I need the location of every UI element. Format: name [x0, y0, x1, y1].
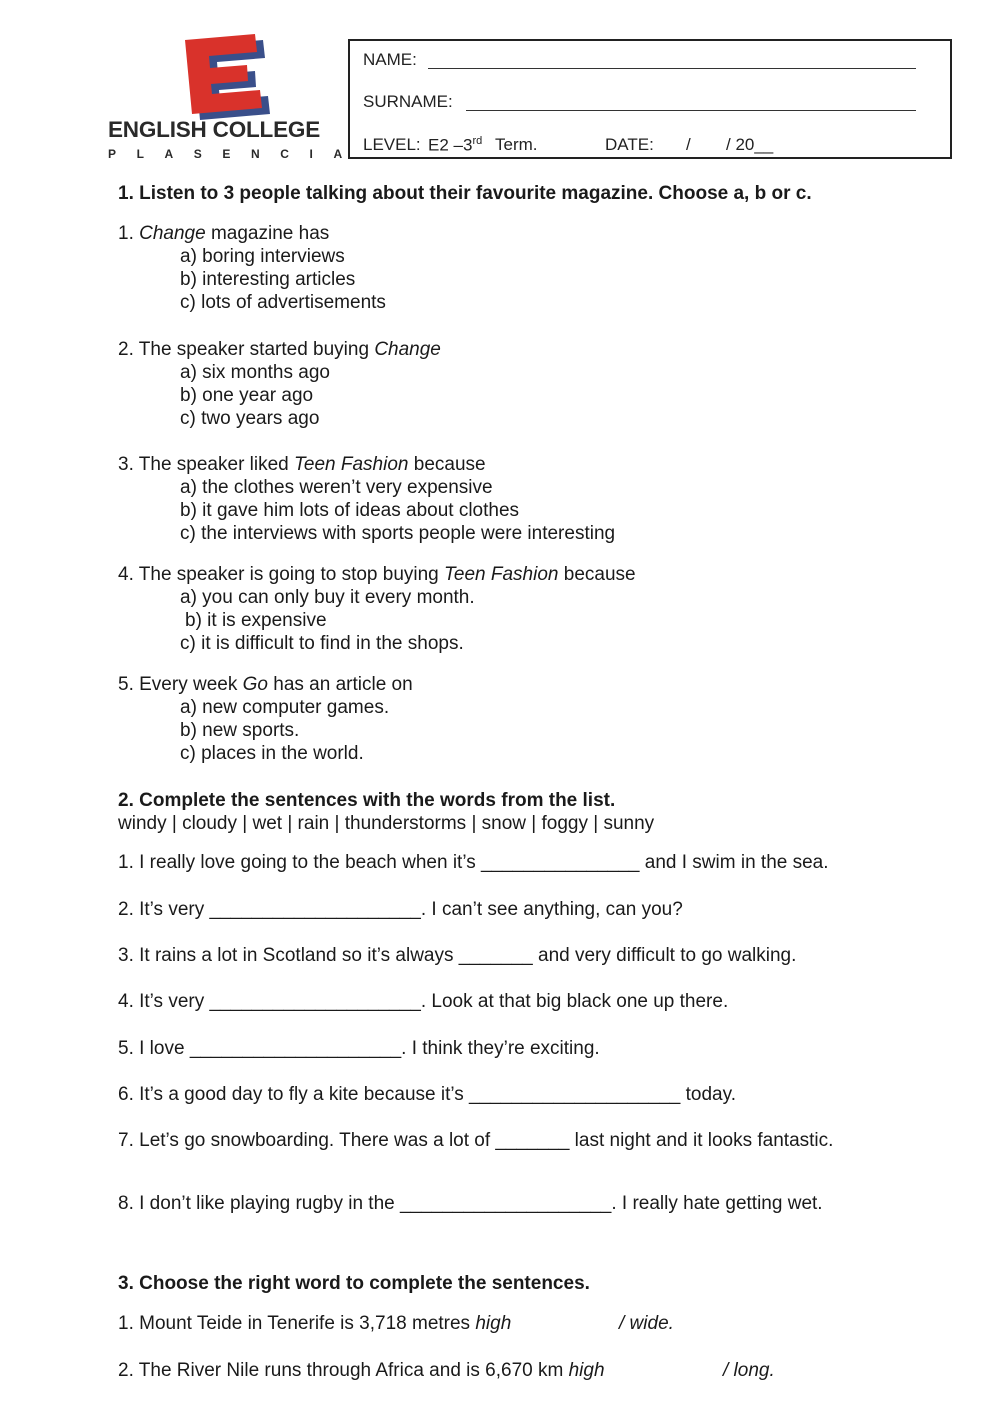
- q4-option-a[interactable]: a) you can only buy it every month.: [180, 587, 475, 608]
- s3-choice-1a[interactable]: high: [475, 1313, 512, 1334]
- q3-option-a[interactable]: a) the clothes weren’t very expensive: [180, 477, 493, 498]
- q2-option-c[interactable]: c) two years ago: [180, 408, 320, 429]
- q1-option-c[interactable]: c) lots of advertisements: [180, 292, 386, 313]
- q5-option-c[interactable]: c) places in the world.: [180, 743, 364, 764]
- student-info-box: [348, 39, 952, 159]
- question-5: 5. Every week Go has an article on: [118, 674, 413, 695]
- level-value: E2 –3rd: [428, 135, 483, 155]
- s2-sentence-3[interactable]: 3. It rains a lot in Scotland so it’s always _______ and very difficult to go walking.: [118, 945, 797, 966]
- s2-sentence-2[interactable]: 2. It’s very ____________________. I can’t see anything, can you?: [118, 899, 683, 920]
- q5-option-b[interactable]: b) new sports.: [180, 720, 300, 741]
- section2-title: 2. Complete the sentences with the words from the list.: [118, 790, 616, 811]
- s3-sentence-1: 1. Mount Teide in Tenerife is 3,718 metres high: [118, 1313, 512, 1334]
- term-label: Term.: [495, 135, 538, 154]
- level-label: LEVEL:: [363, 135, 421, 154]
- s3-choice-2a[interactable]: high: [568, 1360, 605, 1381]
- section3-title: 3. Choose the right word to complete the sentences.: [118, 1273, 590, 1294]
- s2-sentence-4[interactable]: 4. It’s very ____________________. Look at that big black one up there.: [118, 991, 729, 1012]
- name-field[interactable]: [428, 68, 916, 69]
- question-4: 4. The speaker is going to stop buying Teen Fashion because: [118, 564, 636, 585]
- s3-choice-1b[interactable]: / wide.: [619, 1313, 674, 1334]
- logo-title: ENGLISH COLLEGE: [108, 117, 321, 142]
- q2-option-b[interactable]: b) one year ago: [180, 385, 314, 406]
- q3-option-c[interactable]: c) the interviews with sports people were interesting: [180, 523, 616, 544]
- date-year[interactable]: / 20__: [726, 135, 774, 154]
- s3-choice-2b[interactable]: / long.: [723, 1360, 775, 1381]
- question-3: 3. The speaker liked Teen Fashion because: [118, 454, 486, 475]
- q3-option-b[interactable]: b) it gave him lots of ideas about clothes: [180, 500, 520, 521]
- s2-sentence-6[interactable]: 6. It’s a good day to fly a kite because it’s ____________________ today.: [118, 1084, 736, 1105]
- q2-option-a[interactable]: a) six months ago: [180, 362, 330, 383]
- name-label: NAME:: [363, 50, 417, 69]
- word-list: windy | cloudy | wet | rain | thunderstorms | snow | foggy | sunny: [118, 813, 655, 834]
- s3-sentence-2: 2. The River Nile runs through Africa and is 6,670 km high: [118, 1360, 605, 1381]
- surname-label: SURNAME:: [363, 92, 453, 111]
- date-separator: /: [686, 135, 691, 154]
- s2-sentence-7[interactable]: 7. Let’s go snowboarding. There was a lot of _______ last night and it looks fantastic.: [118, 1130, 834, 1151]
- q4-option-c[interactable]: c) it is difficult to find in the shops.: [180, 633, 464, 654]
- question-1: 1. Change magazine has: [118, 223, 330, 244]
- question-2: 2. The speaker started buying Change: [118, 339, 441, 360]
- date-label: DATE:: [605, 135, 654, 154]
- s2-sentence-8[interactable]: 8. I don’t like playing rugby in the ____________________. I really hate getting wet.: [118, 1193, 823, 1214]
- q1-option-a[interactable]: a) boring interviews: [180, 246, 345, 267]
- s2-sentence-5[interactable]: 5. I love ____________________. I think they’re exciting.: [118, 1038, 600, 1059]
- q5-option-a[interactable]: a) new computer games.: [180, 697, 390, 718]
- q4-option-b[interactable]: b) it is expensive: [185, 610, 327, 631]
- q1-option-b[interactable]: b) interesting articles: [180, 269, 356, 290]
- s2-sentence-1[interactable]: 1. I really love going to the beach when it’s _______________ and I swim in the sea.: [118, 852, 829, 873]
- logo-subtitle: PLASENCIA: [108, 147, 363, 161]
- section1-title: 1. Listen to 3 people talking about their favourite magazine. Choose a, b or c.: [118, 183, 812, 204]
- surname-field[interactable]: [466, 110, 916, 111]
